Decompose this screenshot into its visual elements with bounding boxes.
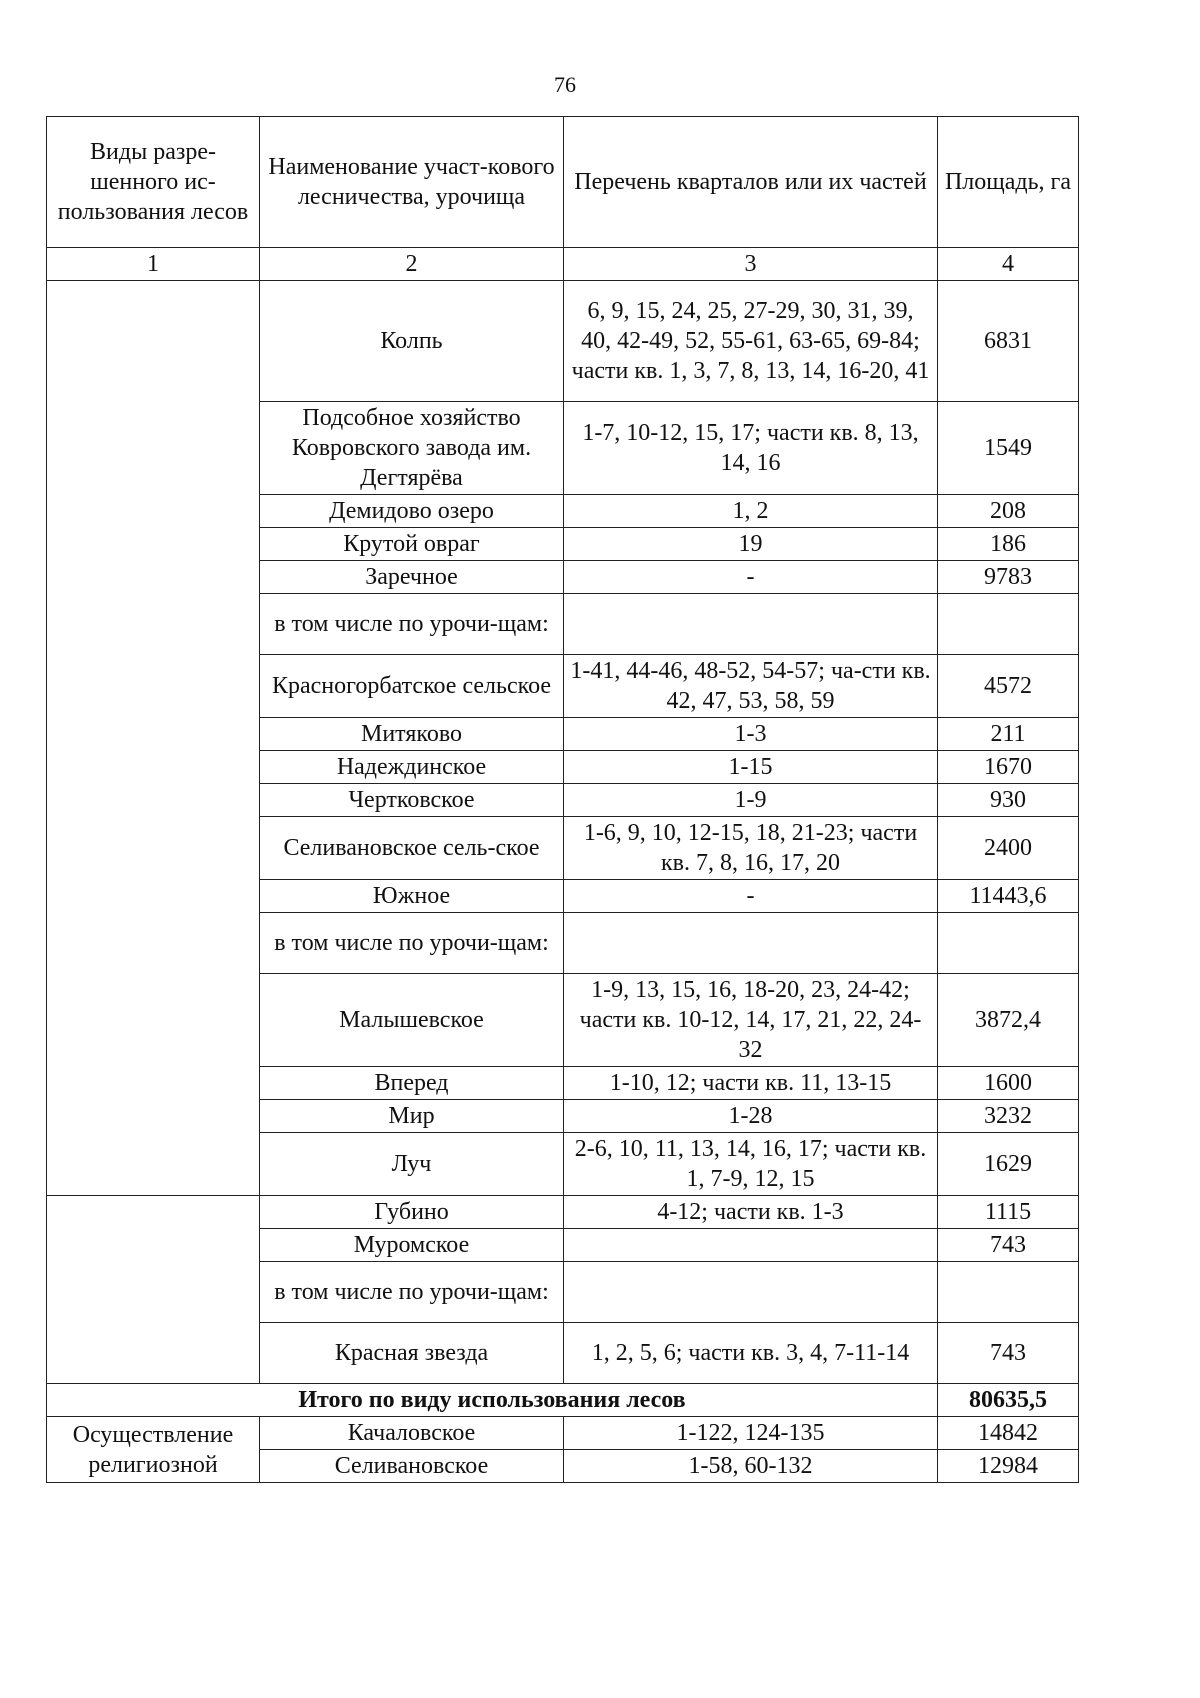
header-area: Площадь, га: [938, 117, 1079, 248]
forestry-name: Красногорбатское сельское: [260, 655, 564, 718]
quarters: [564, 1229, 938, 1262]
forestry-name: Заречное: [260, 561, 564, 594]
quarters: 1-7, 10-12, 15, 17; части кв. 8, 13, 14, 16: [564, 402, 938, 495]
area: 11443,6: [938, 880, 1079, 913]
forestry-name: Крутой овраг: [260, 528, 564, 561]
quarters: 1-28: [564, 1100, 938, 1133]
area: 211: [938, 718, 1079, 751]
quarters: 1-41, 44-46, 48-52, 54-57; ча-сти кв. 42, 47, 53, 58, 59: [564, 655, 938, 718]
forestry-name: Красная звезда: [260, 1323, 564, 1384]
column-number: 2: [260, 248, 564, 281]
area: 4572: [938, 655, 1079, 718]
quarters: 2-6, 10, 11, 13, 14, 16, 17; части кв. 1, 7-9, 12, 15: [564, 1133, 938, 1196]
forestry-name: Селивановское: [260, 1450, 564, 1483]
column-number: 3: [564, 248, 938, 281]
forestry-name: Демидово озеро: [260, 495, 564, 528]
quarters: -: [564, 561, 938, 594]
area: 14842: [938, 1417, 1079, 1450]
quarters: 1-3: [564, 718, 938, 751]
area: 1600: [938, 1067, 1079, 1100]
quarters: 19: [564, 528, 938, 561]
quarters: [564, 594, 938, 655]
header-forestry-name: Наименование участ-кового лесничества, урочища: [260, 117, 564, 248]
area: [938, 913, 1079, 974]
forestry-name: Селивановское сель-ское: [260, 817, 564, 880]
quarters: 1-15: [564, 751, 938, 784]
forestry-name: Колпь: [260, 281, 564, 402]
quarters: 1-10, 12; части кв. 11, 13-15: [564, 1067, 938, 1100]
forest-use-table: [46, 116, 1079, 1483]
quarters: 1, 2: [564, 495, 938, 528]
forestry-name: в том числе по урочи-щам:: [260, 594, 564, 655]
header-use-type: Виды разре-шенного ис-пользования лесов: [47, 117, 260, 248]
area: 9783: [938, 561, 1079, 594]
area: [938, 1262, 1079, 1323]
column-number-row: [47, 248, 1079, 281]
quarters: 6, 9, 15, 24, 25, 27-29, 30, 31, 39, 40, 42-49, 52, 55-61, 63-65, 69-84; части кв. 1, 3, 7, 8, 13, 14, 16-20, 41: [564, 281, 938, 402]
area: 186: [938, 528, 1079, 561]
quarters: 1-9, 13, 15, 16, 18-20, 23, 24-42; части кв. 10-12, 14, 17, 21, 22, 24-32: [564, 974, 938, 1067]
use-type-cell-empty: [47, 281, 260, 1196]
header-quarters: Перечень кварталов или их частей: [564, 117, 938, 248]
forestry-name: Мир: [260, 1100, 564, 1133]
area: [938, 594, 1079, 655]
table-row: [47, 281, 1079, 402]
total-row: [47, 1384, 1079, 1417]
use-type-religious: Осуществление религиозной: [47, 1417, 260, 1483]
area: 1670: [938, 751, 1079, 784]
forestry-name: в том числе по урочи-щам:: [260, 1262, 564, 1323]
use-type-cell-empty: [47, 1196, 260, 1384]
area: 1115: [938, 1196, 1079, 1229]
area: 930: [938, 784, 1079, 817]
area: 1629: [938, 1133, 1079, 1196]
forestry-name: Вперед: [260, 1067, 564, 1100]
table-row: [47, 1417, 1079, 1450]
quarters: 1, 2, 5, 6; части кв. 3, 4, 7-11-14: [564, 1323, 938, 1384]
forestry-name: Митяково: [260, 718, 564, 751]
forestry-name: Подсобное хозяйство Ковровского завода им. Дегтярёва: [260, 402, 564, 495]
forestry-name: Луч: [260, 1133, 564, 1196]
column-number: 1: [47, 248, 260, 281]
forestry-name: Качаловское: [260, 1417, 564, 1450]
column-number: 4: [938, 248, 1079, 281]
area: 6831: [938, 281, 1079, 402]
total-area: 80635,5: [938, 1384, 1079, 1417]
quarters: 1-122, 124-135: [564, 1417, 938, 1450]
header-row: [47, 117, 1079, 248]
area: 3232: [938, 1100, 1079, 1133]
forestry-name: Губино: [260, 1196, 564, 1229]
forestry-name: Южное: [260, 880, 564, 913]
quarters: 1-9: [564, 784, 938, 817]
quarters: 1-6, 9, 10, 12-15, 18, 21-23; части кв. 7, 8, 16, 17, 20: [564, 817, 938, 880]
quarters: 1-58, 60-132: [564, 1450, 938, 1483]
page-number: 76: [554, 72, 576, 97]
forestry-name: Малышевское: [260, 974, 564, 1067]
area: 2400: [938, 817, 1079, 880]
quarters: [564, 913, 938, 974]
total-label: Итого по виду использования лесов: [47, 1384, 938, 1417]
forestry-name: в том числе по урочи-щам:: [260, 913, 564, 974]
area: 743: [938, 1229, 1079, 1262]
table-row: [47, 1196, 1079, 1229]
area: 208: [938, 495, 1079, 528]
area: 743: [938, 1323, 1079, 1384]
area: 1549: [938, 402, 1079, 495]
quarters: [564, 1262, 938, 1323]
quarters: 4-12; части кв. 1-3: [564, 1196, 938, 1229]
forestry-name: Надеждинское: [260, 751, 564, 784]
forestry-name: Чертковское: [260, 784, 564, 817]
quarters: -: [564, 880, 938, 913]
area: 3872,4: [938, 974, 1079, 1067]
area: 12984: [938, 1450, 1079, 1483]
forestry-name: Муромское: [260, 1229, 564, 1262]
